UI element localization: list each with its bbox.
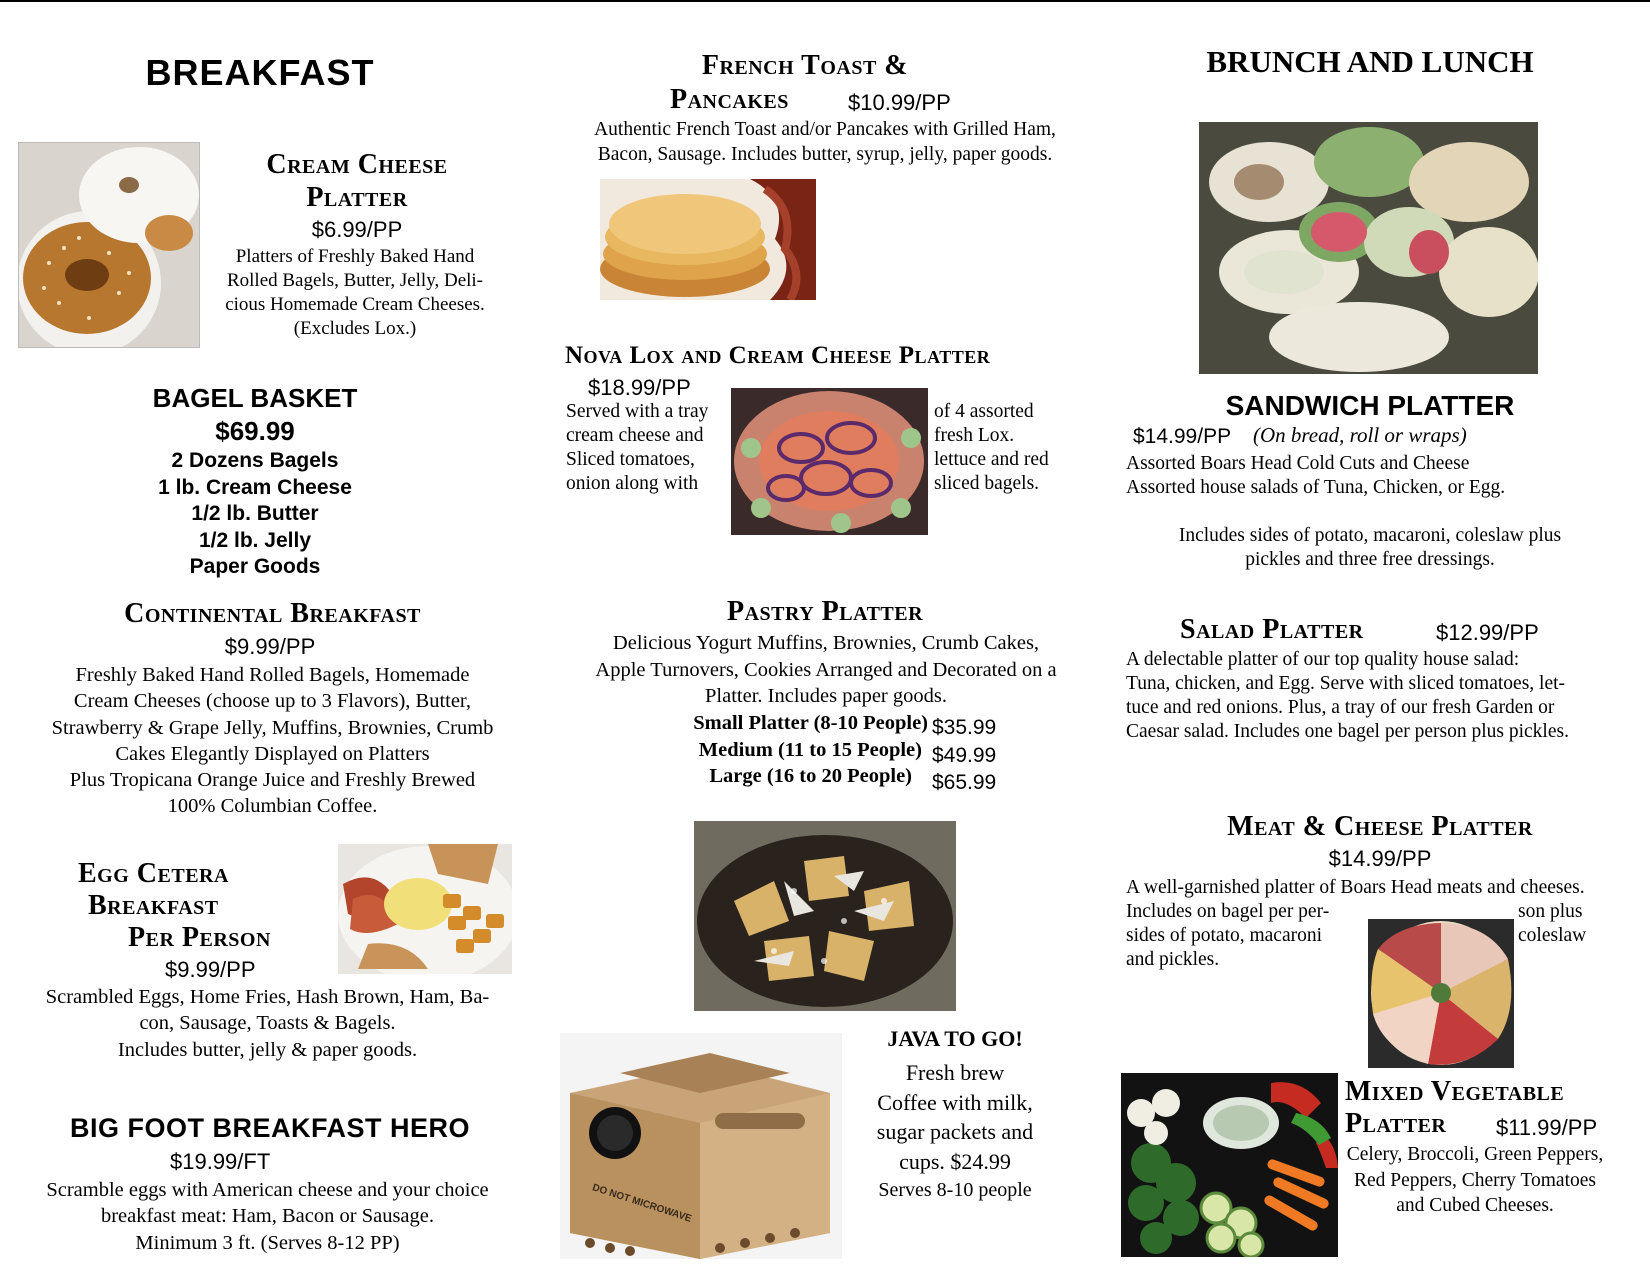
french-toast-desc-line: Authentic French Toast and/or Pancakes with Grilled Ham, xyxy=(594,119,1056,140)
egg-cetera-desc-line: Includes butter, jelly & paper goods. xyxy=(117,1038,418,1061)
vegetable-description xyxy=(1335,1142,1615,1219)
nova-lox-photo xyxy=(731,388,928,535)
pastry-size-large: Large (16 to 20 People) xyxy=(709,765,912,787)
cream-cheese-desc-line: Rolled Bagels, Butter, Jelly, Deli- xyxy=(226,270,484,291)
french-toast-price: $10.99/PP xyxy=(848,90,951,115)
java-box-label: DO NOT MICROWAVE xyxy=(590,1182,693,1225)
egg-cetera-title-line2: Breakfast xyxy=(88,890,219,921)
meat-cheese-title: Meat & Cheese Platter xyxy=(1227,811,1533,842)
salad-desc-line: Tuna, chicken, and Egg. Serve with sliced tomatoes, let- xyxy=(1126,673,1566,694)
pancakes-photo xyxy=(600,179,816,300)
vegetable-photo xyxy=(1121,1073,1338,1257)
french-toast-desc-line: Bacon, Sausage. Includes butter, syrup, jelly, paper goods. xyxy=(597,143,1053,165)
meat-cheese-left-text xyxy=(1126,900,1366,972)
pastry-prices xyxy=(932,714,996,797)
meat-cheese-left-line: sides of potato, macaroni xyxy=(1126,925,1323,946)
meat-cheese-left-line: Includes on bagel per per- xyxy=(1126,901,1330,922)
french-toast-description xyxy=(565,118,1085,167)
continental-desc-line: Cream Cheeses (choose up to 3 Flavors), Butter, xyxy=(73,690,472,713)
salad-description xyxy=(1126,648,1626,744)
bagel-basket-item: 2 Dozens Bagels xyxy=(171,449,339,472)
pastry-size-medium: Medium (11 to 15 People) xyxy=(698,738,922,761)
sandwich-sides xyxy=(1130,524,1610,572)
bagel-basket-items xyxy=(100,448,410,581)
cream-cheese-desc-line: (Excludes Lox.) xyxy=(293,318,417,339)
nova-lox-right-line: fresh Lox. xyxy=(934,425,1015,446)
sandwich-photo xyxy=(1199,122,1538,374)
pastry-price-small: $35.99 xyxy=(932,716,997,739)
egg-cetera-title-line3: Per Person xyxy=(128,922,271,953)
breakfast-heading: BREAKFAST xyxy=(145,52,375,93)
sandwich-sides-line: pickles and three free dressings. xyxy=(1245,549,1495,570)
vegetable-desc-line: and Cubed Cheeses. xyxy=(1396,1195,1554,1216)
vegetable-desc-line: Celery, Broccoli, Green Peppers, xyxy=(1346,1144,1604,1165)
salad-price: $12.99/PP xyxy=(1436,620,1539,645)
bagel-basket-price: $69.99 xyxy=(215,416,295,446)
nova-lox-right-line: sliced bagels. xyxy=(934,473,1040,494)
french-toast-title-line2: Pancakes xyxy=(670,84,789,115)
java-description xyxy=(850,1058,1060,1206)
continental-desc-line: Strawberry & Grape Jelly, Muffins, Brownies, Crumb xyxy=(51,716,494,739)
meat-cheese-desc-line1: A well-garnished platter of Boars Head meats and cheeses. xyxy=(1126,877,1585,898)
brunch-heading: BRUNCH AND LUNCH xyxy=(1206,44,1534,79)
vegetable-desc-line: Red Peppers, Cherry Tomatoes xyxy=(1354,1169,1596,1191)
java-title: JAVA TO GO! xyxy=(887,1026,1023,1051)
nova-lox-price: $18.99/PP xyxy=(588,375,691,400)
sandwich-description xyxy=(1126,452,1606,500)
pastry-desc-line: Apple Turnovers, Cookies Arranged and Decorated on a xyxy=(595,658,1057,681)
bagel-basket-title: BAGEL BASKET xyxy=(152,383,358,413)
pastry-size-small: Small Platter (8-10 People) xyxy=(693,712,928,734)
egg-cetera-desc-line: Scrambled Eggs, Home Fries, Hash Brown, Ham, Ba- xyxy=(45,986,490,1008)
java-desc-line: Fresh brew xyxy=(905,1060,1005,1085)
salad-desc-line: tuce and red onions. Plus, a tray of our fresh Garden or xyxy=(1126,697,1555,718)
pastry-photo xyxy=(694,821,956,1011)
nova-lox-left-text xyxy=(566,400,726,496)
cream-cheese-desc-line: Platters of Freshly Baked Hand xyxy=(235,246,475,267)
salad-title: Salad Platter xyxy=(1180,614,1364,645)
pastry-price-large: $65.99 xyxy=(932,771,997,794)
meat-cheese-price: $14.99/PP xyxy=(1328,846,1432,871)
sandwich-desc-line: Assorted house salads of Tuna, Chicken, or Egg. xyxy=(1126,477,1506,498)
nova-lox-right-text xyxy=(934,400,1094,496)
continental-desc-line: Freshly Baked Hand Rolled Bagels, Homemade xyxy=(75,664,470,686)
cream-cheese-title-line2: Platter xyxy=(306,182,408,213)
nova-lox-right-line: of 4 assorted xyxy=(934,401,1034,422)
bagel-basket-item: Paper Goods xyxy=(189,555,321,578)
bagel-photo xyxy=(18,142,200,348)
continental-desc-line: Plus Tropicana Orange Juice and Freshly Brewed xyxy=(69,769,476,792)
continental-desc-line: Cakes Elegantly Displayed on Platters xyxy=(115,742,430,765)
meat-cheese-left-line: and pickles. xyxy=(1126,949,1220,970)
meat-cheese-right-line: coleslaw xyxy=(1518,925,1587,946)
vegetable-price: $11.99/PP xyxy=(1496,1115,1598,1140)
cream-cheese-description xyxy=(205,245,505,341)
vegetable-title-line1: Mixed Vegetable xyxy=(1345,1076,1565,1107)
cream-cheese-desc-line: cious Homemade Cream Cheeses. xyxy=(225,294,485,315)
pastry-price-medium: $49.99 xyxy=(932,743,997,767)
sandwich-note: (On bread, roll or wraps) xyxy=(1253,423,1467,447)
java-desc-line: sugar packets and xyxy=(876,1119,1034,1144)
bagel-basket-item: 1 lb. Cream Cheese xyxy=(158,475,352,499)
java-desc-line: cups. $24.99 xyxy=(899,1148,1011,1174)
bagel-basket-item: 1/2 lb. Jelly xyxy=(198,528,312,552)
big-foot-desc-line: breakfast meat: Ham, Bacon or Sausage. xyxy=(100,1205,434,1228)
egg-cetera-desc-line: con, Sausage, Toasts & Bagels. xyxy=(139,1012,396,1035)
java-desc-line: Coffee with milk, xyxy=(877,1089,1033,1115)
salad-desc-line: Caesar salad. Includes one bagel per person plus pickles. xyxy=(1126,721,1569,742)
continental-title: Continental Breakfast xyxy=(124,598,421,629)
pastry-desc-line: Platter. Includes paper goods. xyxy=(705,685,947,707)
big-foot-description xyxy=(10,1177,525,1256)
sandwich-desc-line: Assorted Boars Head Cold Cuts and Cheese xyxy=(1126,453,1470,474)
egg-cetera-description xyxy=(15,984,520,1063)
big-foot-desc-line: Minimum 3 ft. (Serves 8-12 PP) xyxy=(135,1231,400,1254)
meat-cheese-right-text xyxy=(1518,900,1628,948)
java-desc-line: Serves 8-10 people xyxy=(878,1179,1032,1201)
bagel-basket-item: 1/2 lb. Butter xyxy=(191,502,319,525)
sandwich-title: SANDWICH PLATTER xyxy=(1225,390,1515,421)
continental-description xyxy=(15,662,530,820)
continental-desc-line: 100% Columbian Coffee. xyxy=(167,795,378,818)
pastry-desc-line: Delicious Yogurt Muffins, Brownies, Crumb Cakes, xyxy=(612,632,1040,654)
continental-price: $9.99/PP xyxy=(224,634,316,659)
egg-breakfast-photo xyxy=(338,844,512,974)
big-foot-price: $19.99/FT xyxy=(170,1149,271,1174)
french-toast-title-line1: French Toast & xyxy=(701,50,909,81)
cream-cheese-price: $6.99/PP xyxy=(311,217,403,242)
sandwich-price: $14.99/PP xyxy=(1133,425,1232,448)
egg-cetera-title-line1: Egg Cetera xyxy=(78,858,229,889)
nova-lox-left-line: Served with a tray xyxy=(566,401,709,422)
nova-lox-left-line: cream cheese and xyxy=(566,425,704,446)
top-border xyxy=(0,0,1650,2)
sandwich-sides-line: Includes sides of potato, macaroni, coleslaw plus xyxy=(1178,525,1562,546)
nova-lox-left-line: onion along with xyxy=(566,473,699,494)
big-foot-desc-line: Scramble eggs with American cheese and your choice xyxy=(46,1179,489,1201)
vegetable-title-line2: Platter xyxy=(1345,1108,1447,1139)
pastry-description xyxy=(556,630,1096,710)
salad-desc-line: A delectable platter of our top quality house salad: xyxy=(1126,649,1520,670)
nova-lox-title: Nova Lox and Cream Cheese Platter xyxy=(565,342,991,369)
nova-lox-right-line: lettuce and red xyxy=(934,449,1049,470)
pastry-sizes xyxy=(648,710,928,790)
cream-cheese-title-line1: Cream Cheese xyxy=(266,149,448,180)
nova-lox-left-line: Sliced tomatoes, xyxy=(566,449,695,470)
big-foot-title: BIG FOOT BREAKFAST HERO xyxy=(69,1113,470,1143)
pastry-title: Pastry Platter xyxy=(726,596,924,627)
cream-cheese-title xyxy=(222,148,492,214)
egg-cetera-price: $9.99/PP xyxy=(165,957,256,982)
java-box-photo xyxy=(560,1033,842,1259)
meat-cheese-photo xyxy=(1368,919,1514,1068)
meat-cheese-right-line: son plus xyxy=(1518,901,1583,922)
